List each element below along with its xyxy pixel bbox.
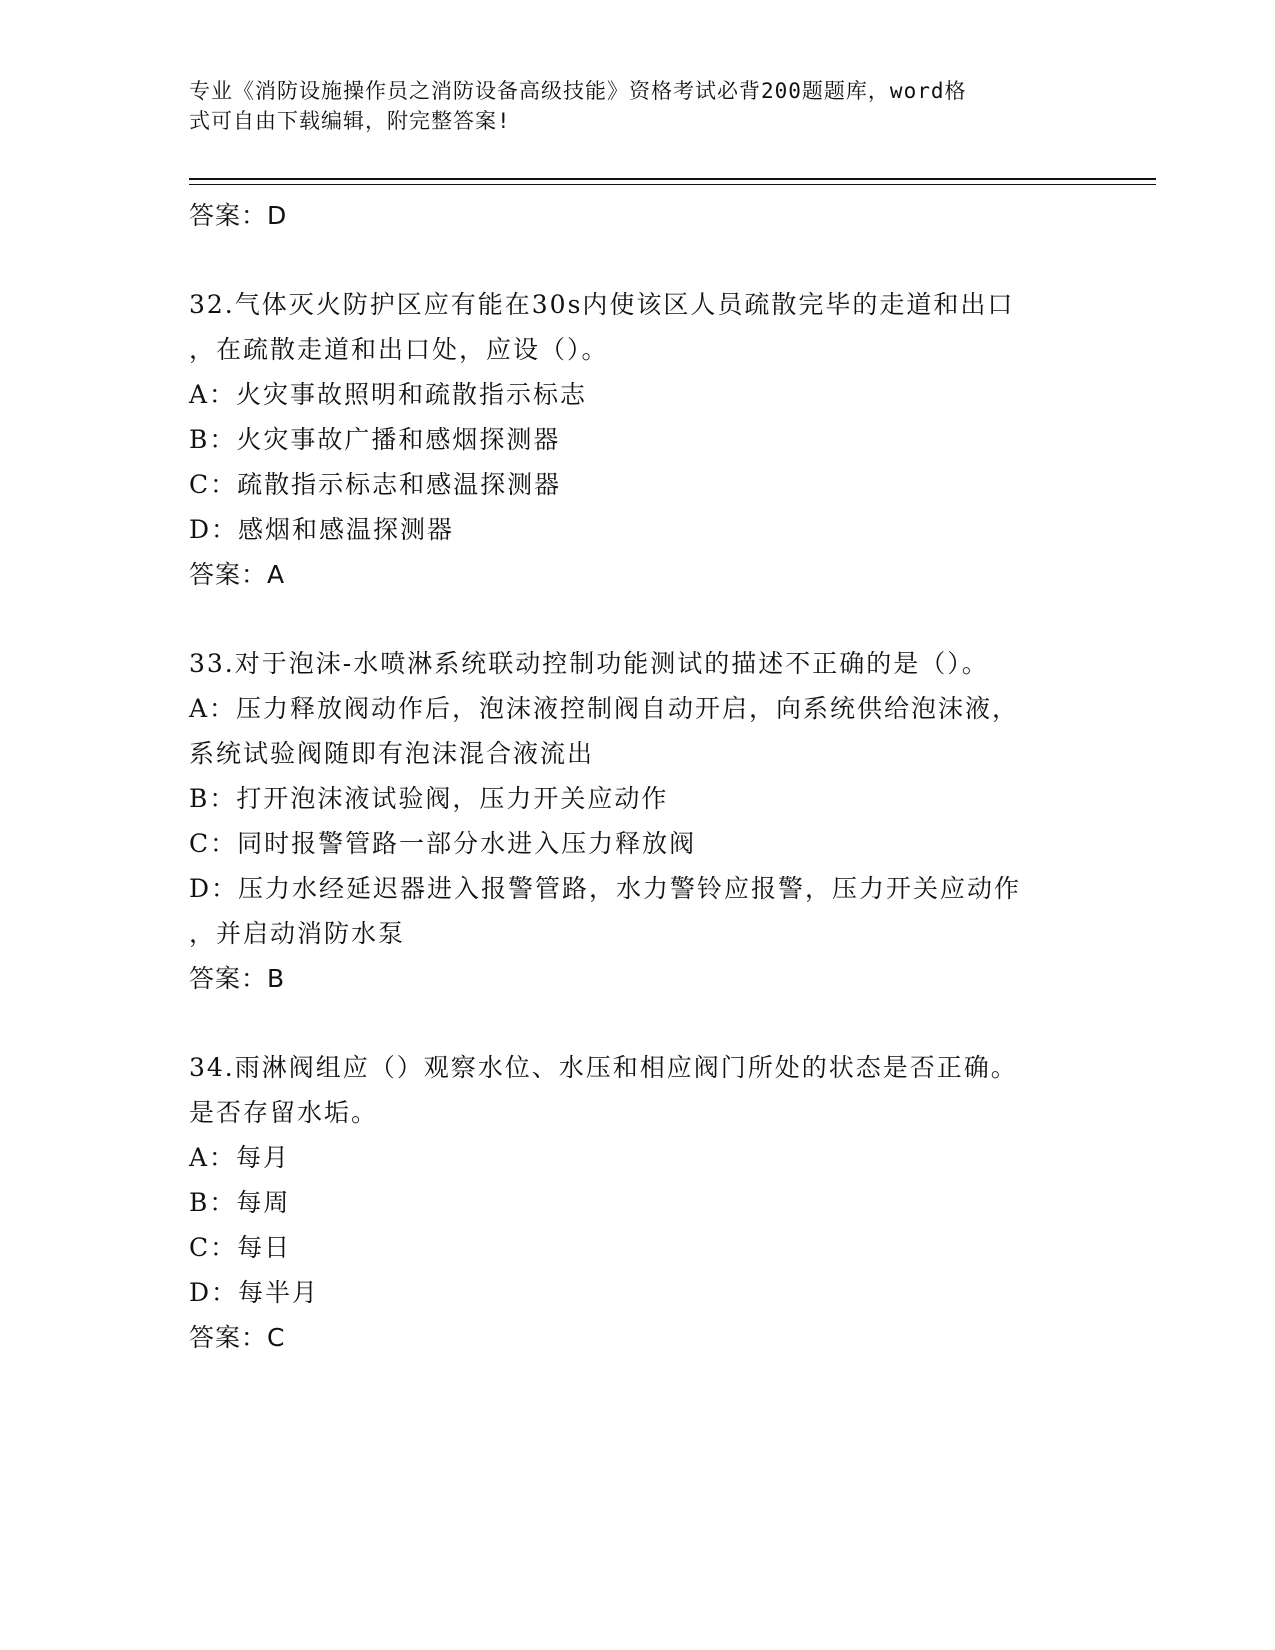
answer: 答案：A (189, 560, 286, 589)
header-divider-thin (189, 184, 1156, 185)
spacer (189, 238, 1089, 282)
document-header (189, 76, 1089, 136)
option-c: C：同时报警管路一部分水进入压力释放阀 (189, 829, 697, 858)
option-b: B：火灾事故广播和感烟探测器 (189, 425, 561, 454)
header-divider-thick (189, 178, 1156, 180)
option-d: D：感烟和感温探测器 (189, 515, 455, 544)
previous-answer: 答案：D (189, 201, 288, 230)
option-a: A：火灾事故照明和疏散指示标志 (189, 380, 588, 409)
option-d: D：压力水经延迟器进入报警管路，水力警铃应报警，压力开关应动作 (189, 874, 1022, 903)
question-34 (189, 1045, 1089, 1360)
option-b: B：每周 (189, 1188, 291, 1217)
option-a: A：压力释放阀动作后，泡沫液控制阀自动开启，向系统供给泡沫液， (189, 694, 1020, 723)
question-stem-line: 34.雨淋阀组应（）观察水位、水压和相应阀门所处的状态是否正确。 (189, 1053, 1018, 1082)
option-b: B：打开泡沫液试验阀，压力开关应动作 (189, 784, 669, 813)
answer: 答案：C (189, 1323, 286, 1352)
option-a: A：每月 (189, 1143, 291, 1172)
question-stem-line: 32.气体灭火防护区应有能在30s内使该区人员疏散完毕的走道和出口 (189, 290, 1015, 319)
spacer (189, 597, 1089, 641)
question-33 (189, 641, 1089, 1001)
option-d-continued: ，并启动消防水泵 (189, 919, 406, 948)
option-c: C：每日 (189, 1233, 292, 1262)
question-32 (189, 282, 1089, 597)
question-stem-line: 是否存留水垢。 (189, 1098, 379, 1127)
answer: 答案：B (189, 964, 286, 993)
question-list (189, 193, 1089, 1360)
header-line-1: 专业《消防设施操作员之消防设备高级技能》资格考试必背200题题库，word格 (189, 79, 967, 103)
option-c: C：疏散指示标志和感温探测器 (189, 470, 562, 499)
question-stem-line: 33.对于泡沫-水喷淋系统联动控制功能测试的描述不正确的是（）。 (189, 649, 989, 678)
spacer (189, 1001, 1089, 1045)
option-d: D：每半月 (189, 1278, 320, 1307)
header-line-2: 式可自由下载编辑，附完整答案! (189, 109, 511, 133)
question-stem-line: ，在疏散走道和出口处，应设（）。 (189, 335, 609, 364)
option-a-continued: 系统试验阀随即有泡沫混合液流出 (189, 739, 595, 768)
